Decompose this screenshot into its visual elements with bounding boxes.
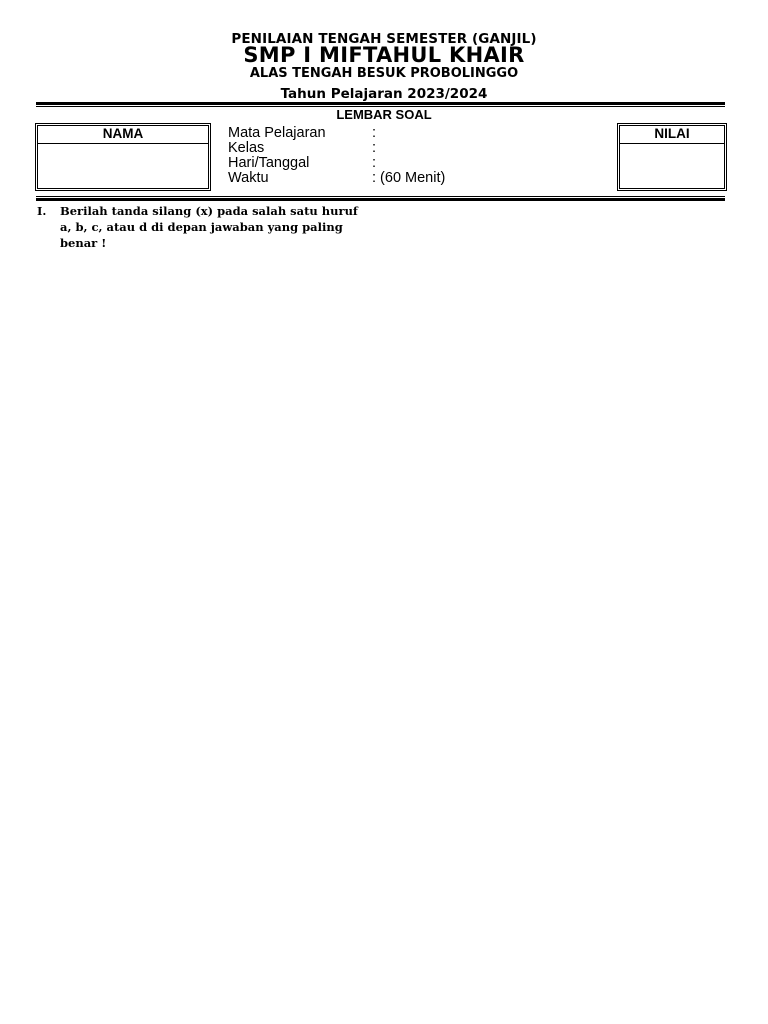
section-number: I. (37, 204, 47, 218)
academic-year: Tahun Pelajaran 2023/2024 (280, 86, 488, 102)
info-value: : (372, 140, 377, 156)
score-box (617, 123, 727, 191)
info-label: Hari/Tanggal (228, 155, 310, 171)
name-box-label: NAMA (38, 126, 208, 144)
instruction-line: a, b, c, atau d di depan jawaban yang paling (60, 220, 343, 234)
name-box (35, 123, 211, 191)
info-label: Mata Pelajaran (228, 125, 326, 141)
info-value: : (60 Menit) (372, 170, 446, 186)
instruction-line: benar ! (60, 236, 107, 250)
school-address: ALAS TENGAH BESUK PROBOLINGGO (249, 66, 519, 81)
info-label: Waktu (228, 170, 269, 186)
info-value: : (372, 125, 377, 141)
school-name: SMP I MIFTAHUL KHAIR (243, 43, 525, 67)
score-box-label: NILAI (620, 126, 724, 144)
exam-title: PENILAIAN TENGAH SEMESTER (GANJIL) (231, 31, 537, 47)
instruction-text (60, 203, 375, 251)
header-divider-thick (36, 102, 725, 105)
info-divider-thick (36, 198, 725, 201)
info-label: Kelas (228, 140, 265, 156)
instruction-line: Berilah tanda silang (x) pada salah satu huruf (60, 204, 358, 218)
info-divider-thin (36, 196, 725, 197)
info-value: : (372, 155, 377, 171)
sheet-title: LEMBAR SOAL (336, 107, 432, 122)
